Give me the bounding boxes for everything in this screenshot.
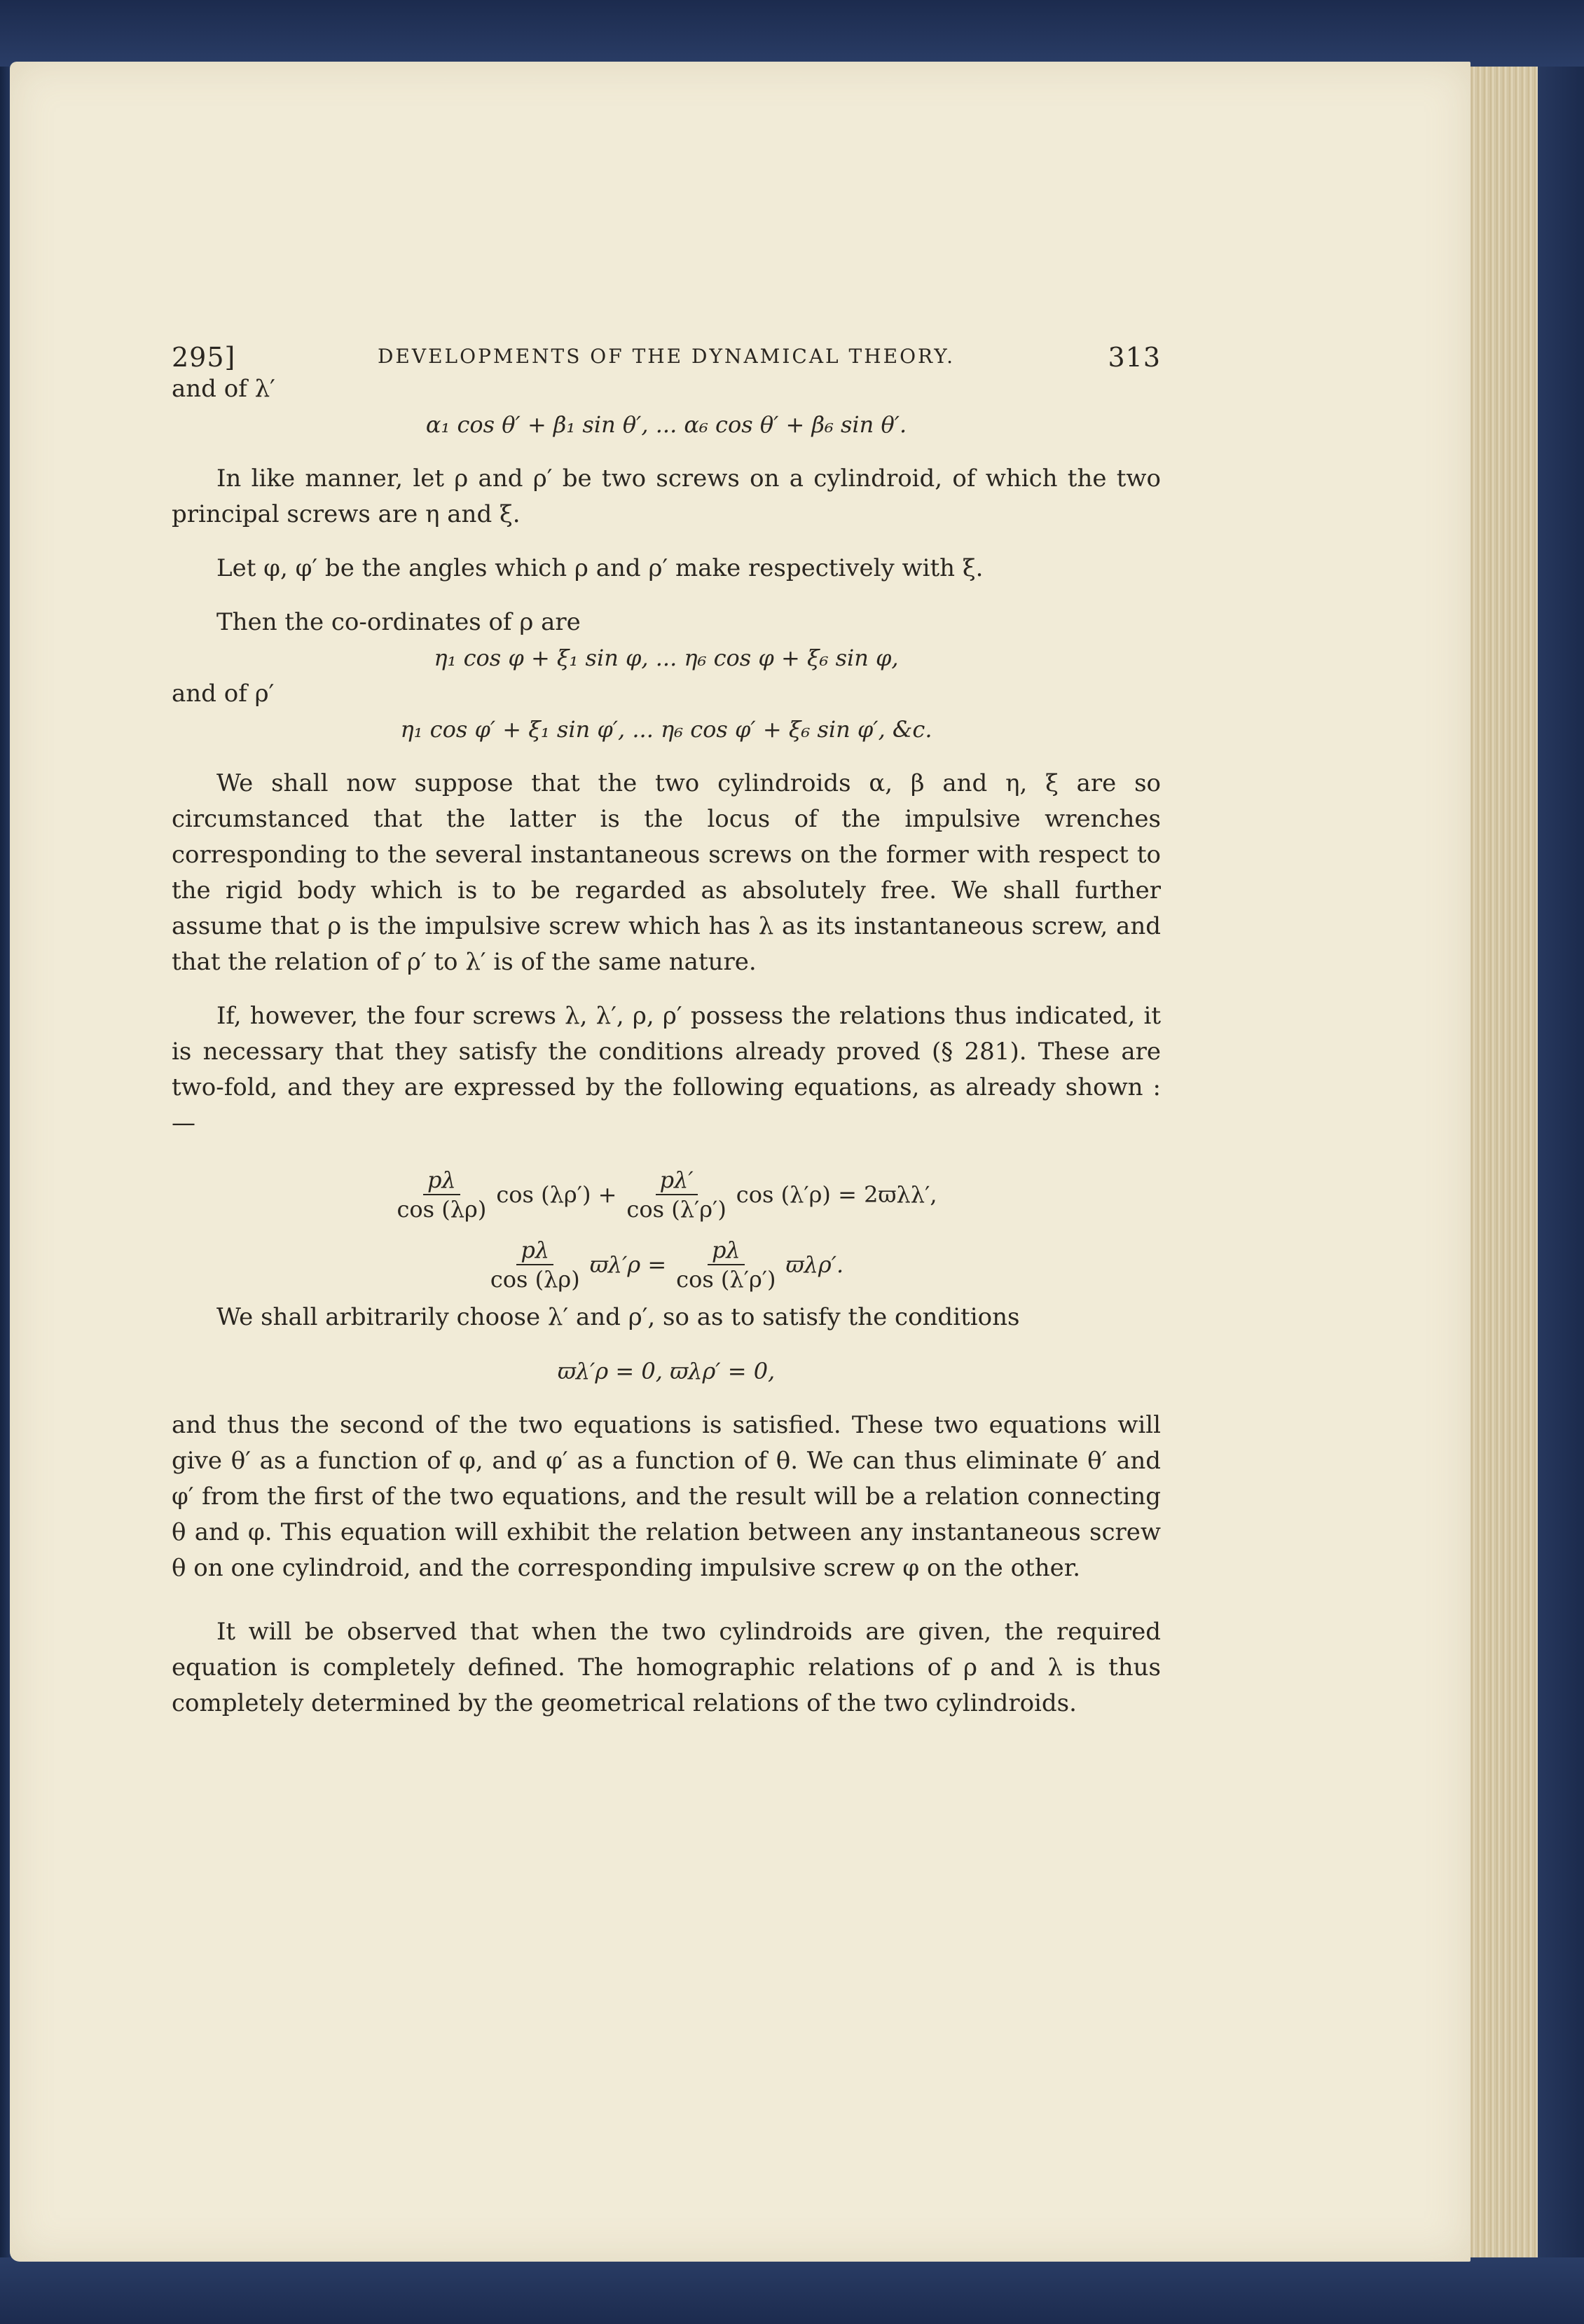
text-line: and of λ′ bbox=[172, 375, 275, 403]
equation-4: $\frac{p\lambda}{\cos (\lambda\rho)}$ cos (λρ′) + $\frac{p\lambda'}{\cos (\lambda'\rho')}$ cos (λ′ρ) = 2ϖλλ′, bbox=[397, 1167, 937, 1223]
paragraph-8: It will be observed that when the two cylindroids are given, the required equation is completely defined. The homographic relations of ρ and λ is thus completely determined by the geometrical relations of the two cylindroids. bbox=[172, 1618, 1161, 1717]
fraction: $\frac{p\lambda}{\cos (\lambda'\rho')}$ bbox=[676, 1237, 776, 1293]
fraction: $\frac{p\lambda'}{\cos (\lambda'\rho')}$ bbox=[626, 1167, 726, 1223]
page-text bbox=[172, 329, 1161, 1721]
paragraph-5: If, however, the four screws λ, λ′, ρ, ρ′ possess the relations thus indicated, it is necessary that they satisfy the conditions already proved (§ 281). These are two-fold, and they are expressed by the following equations, as already shown : — bbox=[172, 1002, 1161, 1137]
equation-3: η₁ cos φ′ + ξ₁ sin φ′, ... η₆ cos φ′ + ξ₆ sin φ′, &c. bbox=[400, 716, 932, 743]
book-cover-bottom bbox=[0, 2257, 1584, 2324]
paragraph-1: In like manner, let ρ and ρ′ be two screws on a cylindroid, of which the two principal screws are η and ξ. bbox=[172, 465, 1161, 528]
equation-6: ϖλ′ρ = 0, ϖλρ′ = 0, bbox=[557, 1358, 776, 1384]
paragraph-4: We shall now suppose that the two cylindroids α, β and η, ξ are so circumstanced that the latter is the locus of the impulsive wrenches corresponding to the several instantaneous screws on the former with respect to the rigid body which is to be regarded as absolutely free. We shall further assume that ρ is the impulsive screw which has λ as its instantaneous screw, and that the relation of ρ′ to λ′ is of the same nature. bbox=[172, 769, 1161, 976]
running-header bbox=[172, 329, 1161, 371]
equation-1: α₁ cos θ′ + β₁ sin θ′, ... α₆ cos θ′ + β₆ sin θ′. bbox=[425, 411, 907, 438]
paragraph-6: We shall arbitrarily choose λ′ and ρ′, so as to satisfy the conditions bbox=[216, 1303, 1020, 1331]
paragraph-2: Let φ, φ′ be the angles which ρ and ρ′ make respectively with ξ. bbox=[216, 554, 984, 582]
paragraph-7: and thus the second of the two equations is satisfied. These two equations will give θ′ as a function of φ, and φ′ as a function of θ. We can thus eliminate θ′ and φ′ from the first of the two equations, and the result will be a relation connecting θ and φ. This equation will exhibit the relation between any instantaneous screw θ on one cylindroid, and the corresponding impulsive screw φ on the other. bbox=[172, 1411, 1161, 1582]
page-number: 313 bbox=[1108, 342, 1161, 373]
fraction: $\frac{p\lambda}{\cos (\lambda\rho)}$ bbox=[490, 1237, 580, 1293]
text-line: and of ρ′ bbox=[172, 680, 275, 708]
chapter-title: DEVELOPMENTS OF THE DYNAMICAL THEORY. bbox=[377, 345, 956, 368]
fraction: $\frac{p\lambda}{\cos (\lambda\rho)}$ bbox=[397, 1167, 487, 1223]
equation-5: $\frac{p\lambda}{\cos (\lambda\rho)}$ ϖλ′ρ = $\frac{p\lambda}{\cos (\lambda'\rho')}$ ϖλρ′. bbox=[490, 1237, 844, 1293]
section-number: 295] bbox=[172, 342, 236, 373]
book-cover-right bbox=[1538, 0, 1584, 2324]
paragraph-3: Then the co-ordinates of ρ are bbox=[216, 608, 581, 636]
book-cover-top bbox=[0, 0, 1584, 67]
equation-2: η₁ cos φ + ξ₁ sin φ, ... η₆ cos φ + ξ₆ sin φ, bbox=[434, 645, 899, 671]
